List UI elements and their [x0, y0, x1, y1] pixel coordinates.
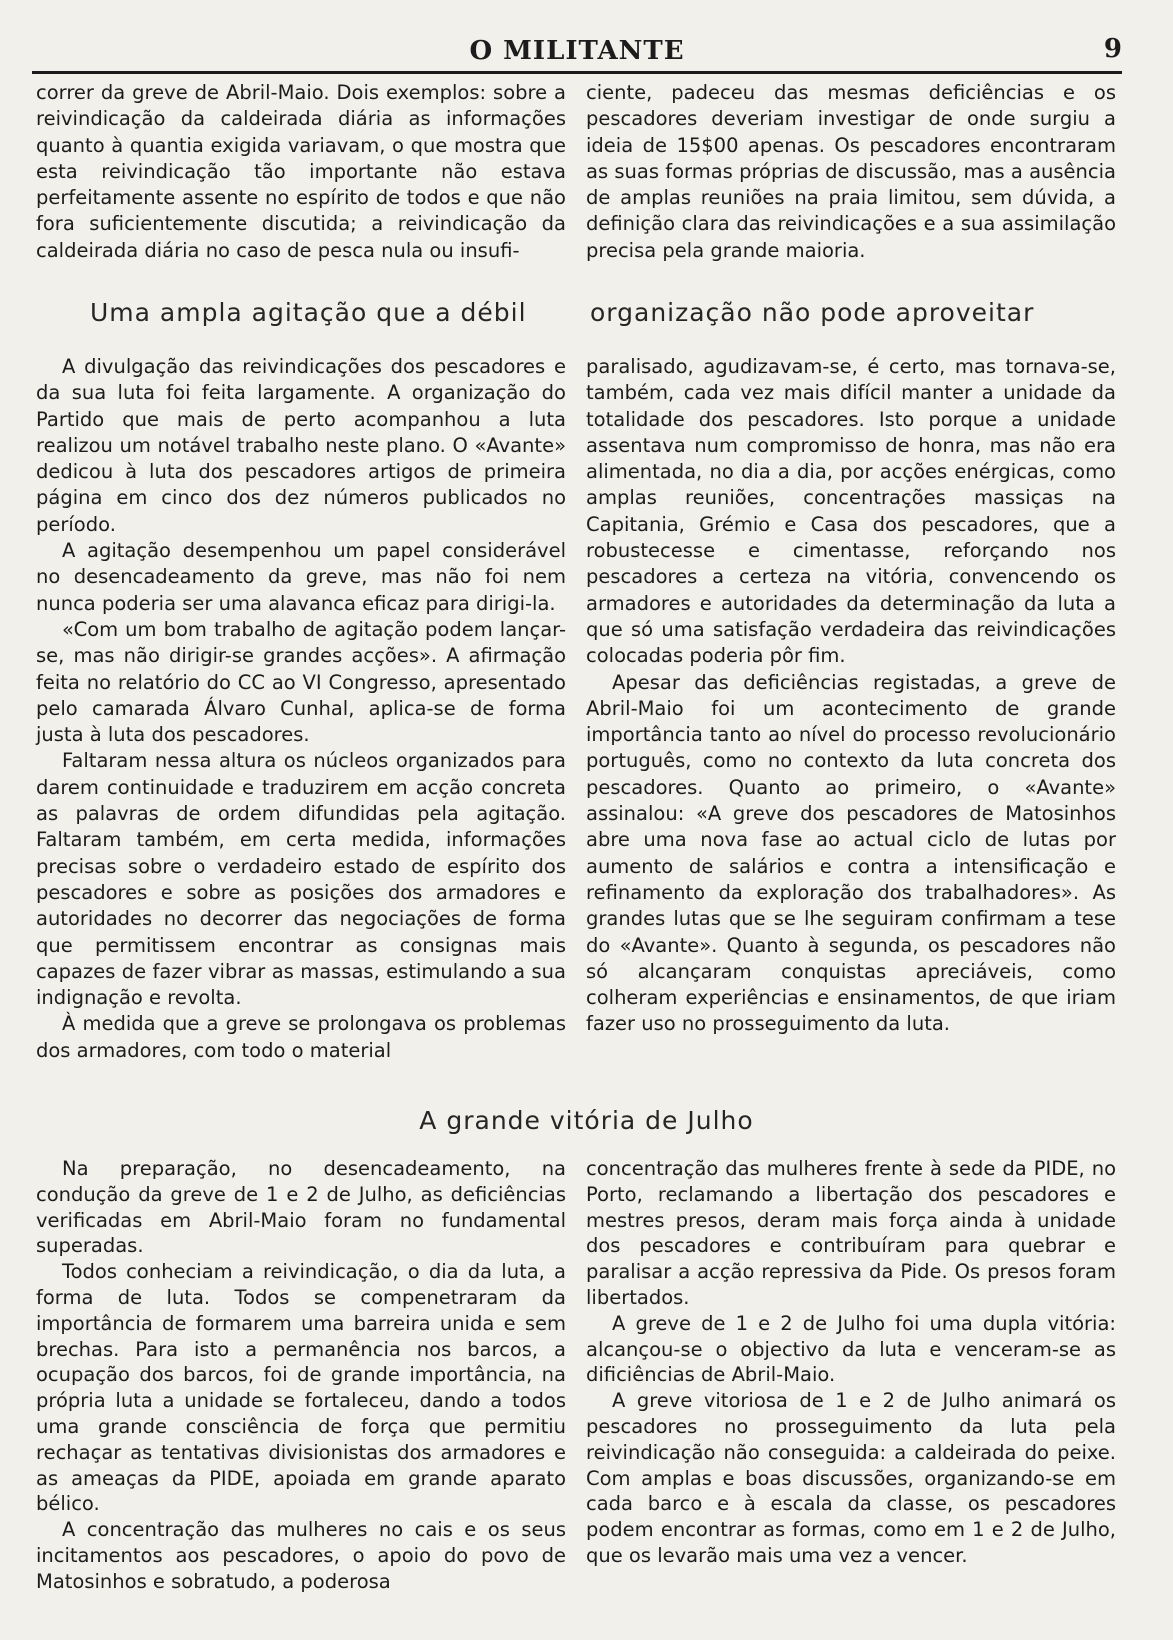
paragraph: concentração das mulheres frente à sede da PIDE, no Porto, reclamando a libertação dos pescadores e mestres presos, deram mais força ainda à unidade dos pescadores e contribuíram para quebrar e paralisar a acção repressiva da Pide. Os presos foram libertados. — [586, 1157, 1116, 1309]
paragraph: Todos conheciam a reivindicação, o dia da luta, a forma de luta. Todos se compenetraram da importância de formarem uma barreira unida e sem brechas. Para isto a permanência nos barcos, a ocupação dos barcos, foi de grande importância, na própria luta a unidade se fortaleceu, dando a todos uma grande consciência de força que permitiu rechaçar as tentativas divisionistas dos armadores e as ameaças da PIDE, apoiada em grande aparato bélico. — [36, 1260, 566, 1516]
section1-right-column — [586, 80, 1116, 264]
paragraph: Faltaram nessa altura os núcleos organizados para darem continuidade e traduzirem em acção concreta as palavras de ordem difundidas pela agitação. Faltaram também, em certa medida, informações precisas sobre o verdadeiro estado de espírito dos pescadores e sobre as posições dos armadores e autoridades no decorrer das negociações de forma que permitissem encontrar as consignas mais capazes de fazer vibrar as massas, estimulando a sua indignação e revolta. — [36, 749, 566, 1010]
paragraph: «Com um bom trabalho de agitação podem lançar-se, mas não dirigir-se grandes acções». A afirmação feita no relatório do CC ao VI Congresso, apresentado pelo camarada Álvaro Cunhal, aplica-se de forma justa à luta dos pescadores. — [36, 617, 566, 747]
paragraph: paralisado, agudizavam-se, é certo, mas tornava-se, também, cada vez mais difícil manter a unidade da totalidade dos pescadores. Isto porque a unidade assentava num compromisso de honra, mas não era alimentada, no dia a dia, por acções enérgicas, como amplas reuniões, concentrações massiças na Capitania, Grémio e Casa dos pescadores, que a robustecesse e cimentasse, reforçando nos pescadores a certeza na vitória, convencendo os armadores e autoridades da determinação da luta a que só uma satisfação verdadeira das reivindicações colocadas poderia pôr fim. — [586, 355, 1116, 668]
paragraph: A concentração das mulheres no cais e os seus incitamentos aos pescadores, o apoio do povo de Matosinhos e sobratudo, a poderosa — [36, 1518, 566, 1593]
header-rule — [32, 71, 1122, 74]
section2-right-column — [586, 354, 1116, 1038]
paragraph: A greve de 1 e 2 de Julho foi uma dupla vitória: alcançou-se o objectivo da luta e venceram-se as dificiências de Abril-Maio. — [586, 1311, 1116, 1387]
section2-left-column — [36, 354, 566, 1064]
section3-right-column — [586, 1156, 1116, 1569]
paragraph: Apesar das deficiências registadas, a greve de Abril-Maio foi um acontecimento de grande importância tanto ao nível do processo revolucionário português, como no contexto da luta concreta dos pescadores. Quanto ao primeiro, o «Avante» assinalou: «A greve dos pescadores de Matosinhos abre uma nova fase ao actual ciclo de lutas por aumento de salários e contra a intensificação e refinamento da exploração dos trabalhadores». As grandes lutas que se lhe seguiram confirmam a tese do «Avante». Quanto à segunda, os pescadores não só alcançaram conquistas apreciáveis, como colheram experiências e ensinamentos, de que iriam fazer uso no prosseguimento da luta. — [586, 670, 1116, 1036]
publication-title: O MILITANTE — [469, 36, 685, 66]
paragraph: A greve vitoriosa de 1 e 2 de Julho animará os pescadores no prosseguimento da luta pela reivindicação não conseguida: a caldeirada do peixe. Com amplas e boas discussões, organizando-se em cada barco e à escala da classe, os pescadores podem encontrar as formas, como em 1 e 2 de Julho, que os levarão mais uma vez a vencer. — [586, 1389, 1116, 1567]
paragraph: correr da greve de Abril-Maio. Dois exemplos: sobre a reivindicação da caldeirada diária as informações quanto à quantia exigida variavam, o que mostra que esta reivindicação tão importante não estava perfeitamente assente no espírito de todos e que não fora suficientemente discutida; a reivindicação da caldeirada diária no caso de pesca nula ou insufi- — [36, 81, 566, 262]
paragraph: Na preparação, no desencadeamento, na condução da greve de 1 e 2 de Julho, as deficiências verificadas em Abril-Maio foram no fundamental superadas. — [36, 1157, 566, 1258]
paragraph: A divulgação das reivindicações dos pescadores e da sua luta foi feita largamente. A organização do Partido que mais de perto acompanhou a luta realizou um notável trabalho neste plano. O «Avante» dedicou à luta dos pescadores artigos de primeira página em cinco dos dez números publicados no período. — [36, 355, 566, 536]
section3-left-column — [36, 1156, 566, 1595]
section-heading: A grande vitória de Julho — [419, 1106, 754, 1135]
page-header — [32, 30, 1122, 74]
paragraph: A agitação desempenhou um papel considerável no desencadeamento da greve, mas não foi nem nunca poderia ser uma alavanca eficaz para dirigi-la. — [36, 539, 566, 615]
section1-left-column — [36, 80, 566, 264]
section-heading-left: Uma ampla agitação que a débil — [90, 298, 527, 327]
paragraph: À medida que a greve se prolongava os problemas dos armadores, com todo o material — [36, 1012, 566, 1062]
paragraph: ciente, padeceu das mesmas deficiências e os pescadores deveriam investigar de onde surgiu a ideia de 15$00 apenas. Os pescadores encontraram as suas formas próprias de discussão, mas a ausência de amplas reuniões na praia limitou, sem dúvida, a definição clara das reivindicações e a sua assimilação precisa pela grande maioria. — [586, 81, 1116, 262]
page-number: 9 — [1103, 34, 1122, 64]
section-heading-right: organização não pode aproveitar — [590, 298, 1035, 327]
